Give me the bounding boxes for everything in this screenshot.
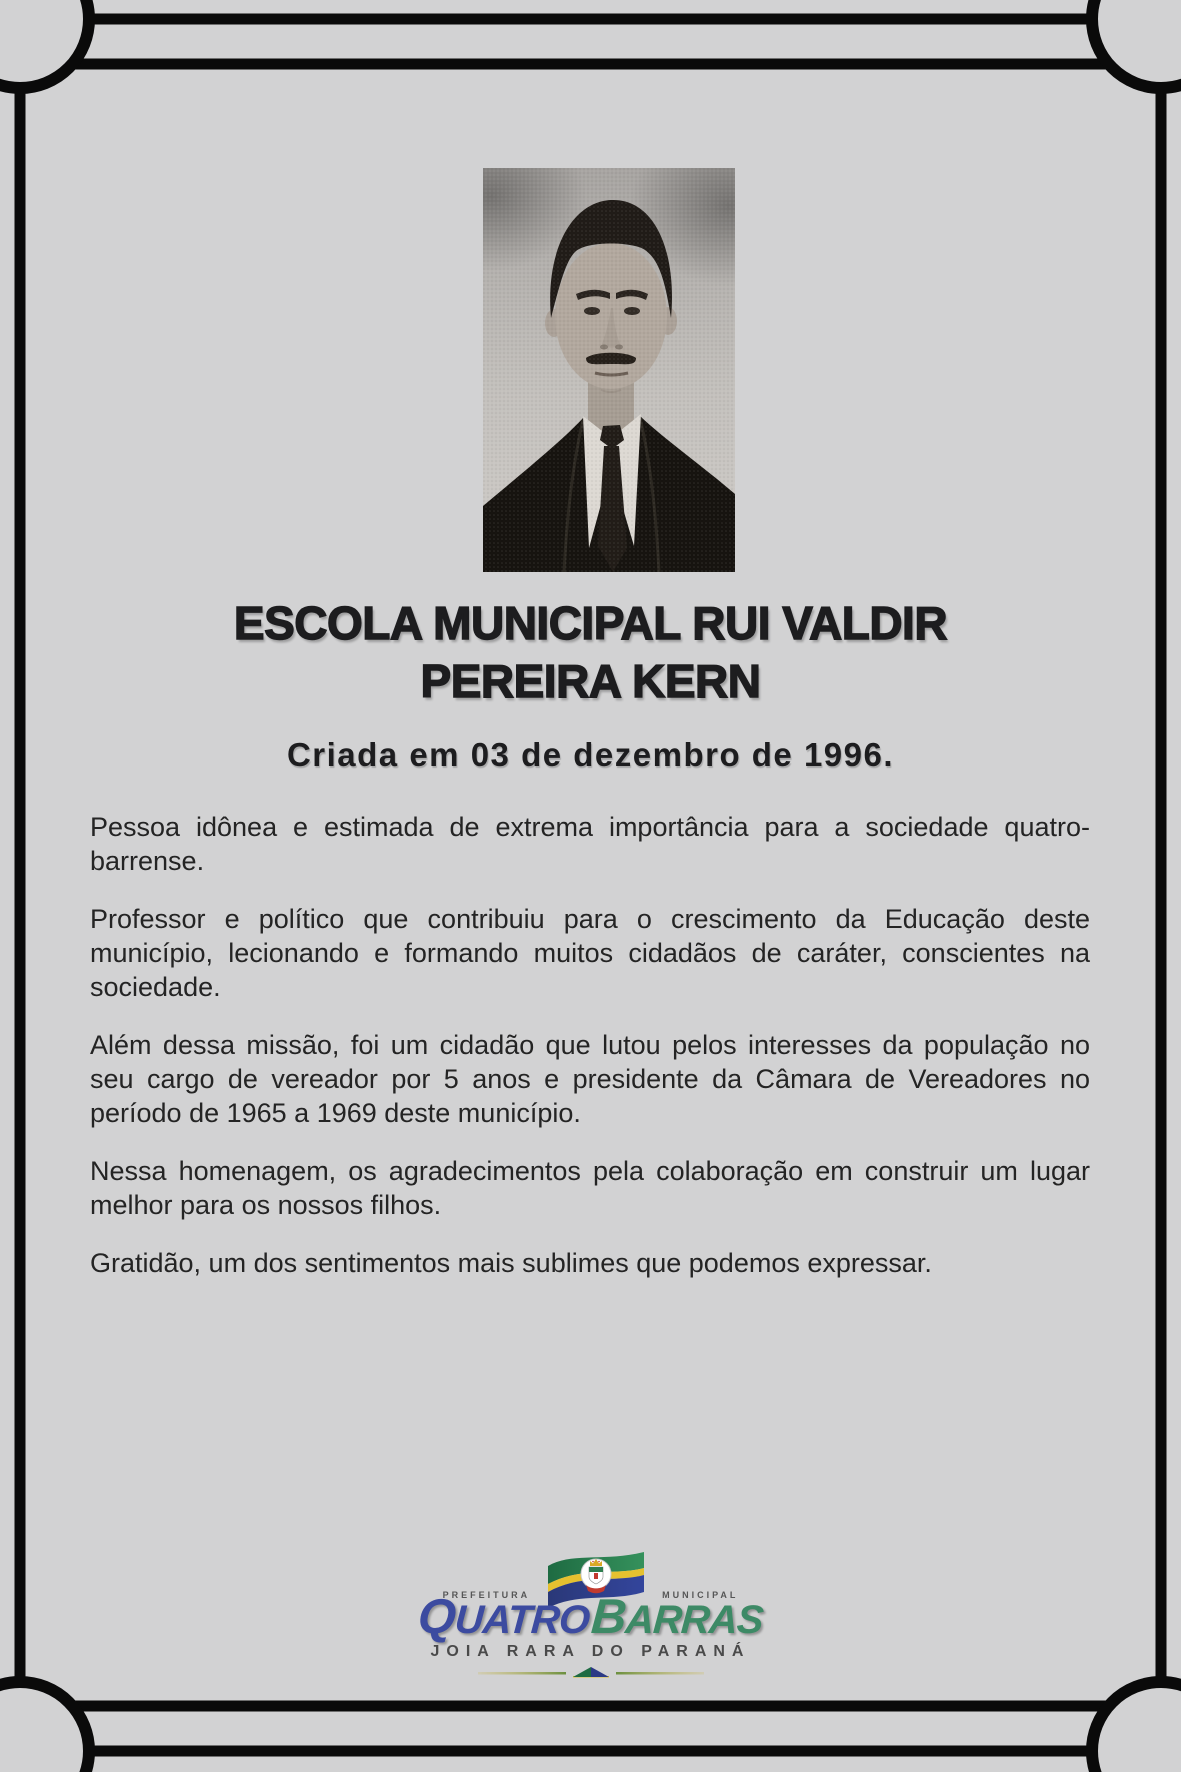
brand-tagline: JOIA RARA DO PARANÁ <box>430 1643 751 1660</box>
prefeitura-label: PREFEITURA <box>442 1590 531 1600</box>
tribute-paragraph-4: Nessa homenagem, os agradecimentos pela colaboração em construir um lugar melhor para os nossos filhos. <box>90 1156 1090 1220</box>
school-name-title <box>0 594 1181 710</box>
tribute-paragraph-5: Gratidão, um dos sentimentos mais sublimes que podemos expressar. <box>90 1248 932 1278</box>
portrait-photo <box>483 168 735 572</box>
portrait-illustration <box>483 168 735 572</box>
municipality-logo <box>0 1546 1181 1682</box>
tribute-paragraph-3: Além dessa missão, foi um cidadão que lutou pelos interesses da população no seu cargo de vereador por 5 anos e presidente da Câmara de Vereadores no período de 1965 a 1969 deste município. <box>90 1030 1090 1128</box>
corner-circle-top-left <box>0 0 89 88</box>
title-line-2: PEREIRA KERN <box>420 655 761 707</box>
corner-circle-bottom-right <box>1092 1682 1181 1772</box>
brand-barras: BARRAS <box>589 1590 765 1644</box>
brand-quatro: QUATRO <box>416 1590 591 1644</box>
tribute-paragraph-2: Professor e político que contribuiu para o crescimento da Educação deste município, lecionando e formando muitos cidadãos de caráter, conscientes na sociedade. <box>90 904 1090 1002</box>
tribute-paragraph-1: Pessoa idônea e estimada de extrema importância para a sociedade quatro-barrense. <box>90 812 1090 876</box>
municipal-label: MUNICIPAL <box>662 1590 739 1600</box>
divider-icon <box>476 1664 706 1682</box>
tribute-text <box>90 810 1090 1304</box>
corner-circle-bottom-left <box>0 1682 89 1772</box>
title-line-1: ESCOLA MUNICIPAL RUI VALDIR <box>233 597 948 649</box>
creation-date-subtitle: Criada em 03 de dezembro de 1996. <box>286 736 895 773</box>
corner-circle-top-right <box>1092 0 1181 88</box>
